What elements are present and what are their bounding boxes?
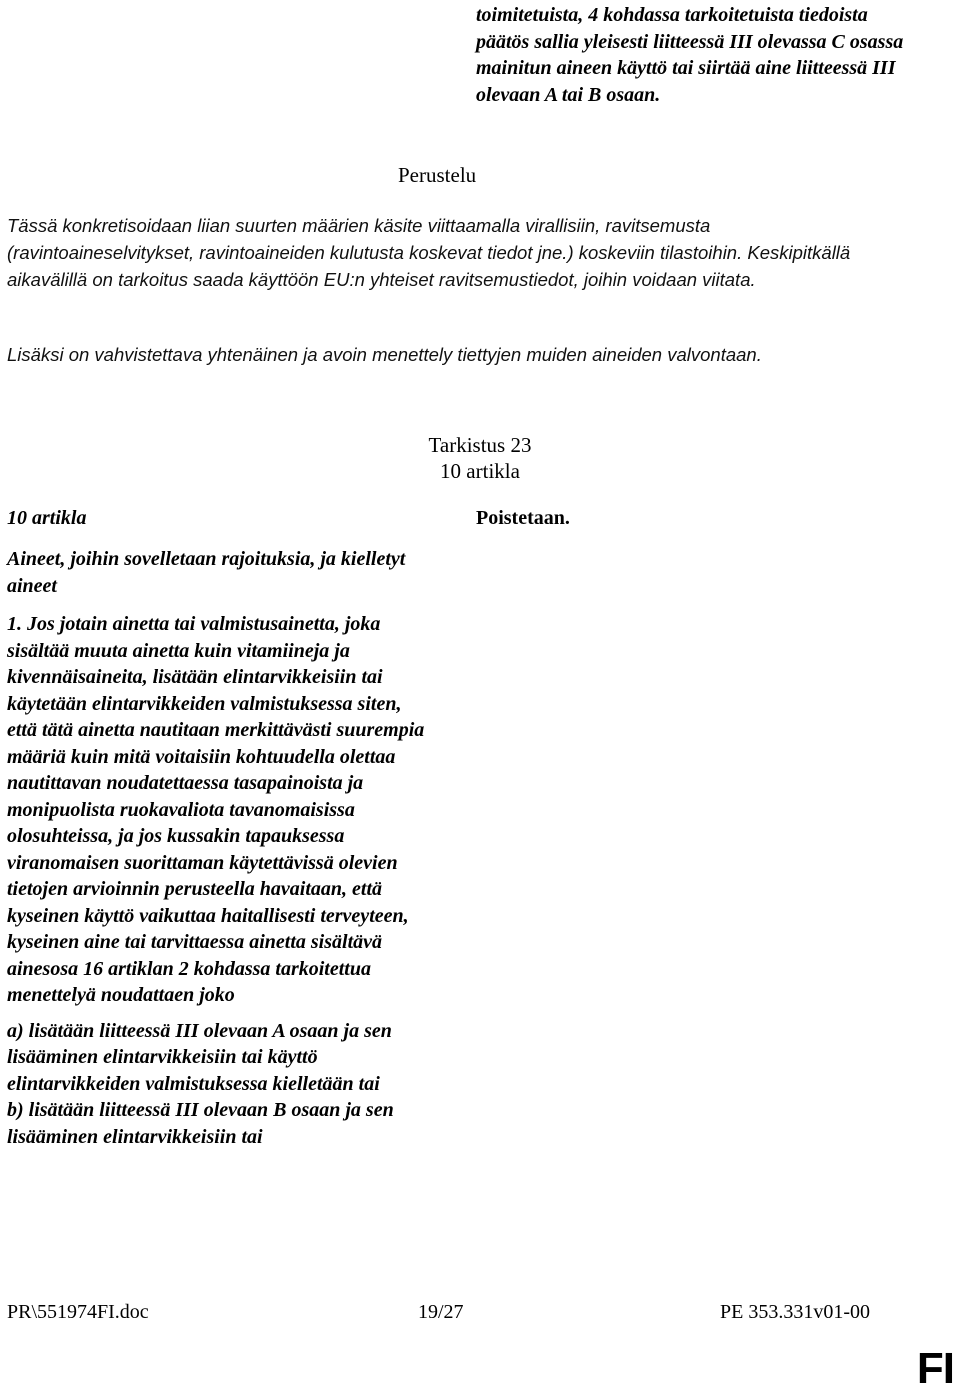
left-column-item-b: b) lisätään liitteessä III olevaan B osaan ja sen lisääminen elintarvikkeisiin tai	[7, 1099, 394, 1148]
justification-heading: Perustelu	[398, 163, 477, 187]
justification-paragraph-2: Lisäksi on vahvistettava yhtenäinen ja avoin menettely tiettyjen muiden aineiden valvontaan.	[7, 344, 762, 365]
right-column-deleted: Poistetaan.	[476, 507, 570, 529]
footer-pe-ref: PE 353.331v01-00	[720, 1301, 870, 1323]
left-column-item-a: a) lisätään liitteessä III olevaan A osaan ja sen lisääminen elintarvikkeisiin tai käyttö elintarvikkeiden valmistuksessa kielletään tai	[7, 1019, 392, 1095]
footer-page-number: 19/27	[418, 1301, 464, 1323]
left-column-paragraph-1: 1. Jos jotain ainetta tai valmistusainetta, joka sisältää muuta ainetta kuin vitamiineja ja kivennäisaineita, lisätään elintarvikkeisiin tai käytetään elintarvikkeiden valmistuksessa siten, että tätä ainetta nautitaan merkittävästi suurempia määriä kuin mitä voitaisiin kohtuudella olettaa nautittavan noudatettaessa tasapainoista ja monipuolista ruokavaliota tavanomaisissa olosuhteissa, ja jos kussakin tapauksessa viranomaisen suorittaman käytettävissä olevien tietojen arvioinnin perusteella havaitaan, että kyseinen käyttö vaikuttaa haitallisesti terveyteen, kyseinen aine tai tarvittaessa ainetta sisältävä ainesosa 16 artiklan 2 kohdassa tarkoitettua menettelyä noudattaen joko	[7, 613, 425, 1006]
language-code: FI	[916, 1344, 954, 1393]
amendment-article: 10 artikla	[440, 459, 520, 483]
top-continuation-text: toimitetuista, 4 kohdassa tarkoitetuista tiedoista päätös sallia yleisesti liitteessä III olevassa C osassa mainitun aineen käyttö tai siirtää aine liitteessä III olevaan A tai B osaan.	[476, 4, 904, 106]
footer-doc-ref: PR\551974FI.doc	[7, 1301, 149, 1323]
left-column-article: 10 artikla	[7, 507, 87, 529]
justification-paragraph-1: Tässä konkretisoidaan liian suurten määrien käsite viittaamalla virallisiin, ravitsemusta (ravintoaineselvitykset, ravintoaineiden kulutusta koskevat tiedot jne.) koskeviin tilastoihin. Keskipitkällä aikavälillä on tarkoitus saada käyttöön EU:n yhteiset ravitsemustiedot, joihin voidaan viitata.	[7, 215, 851, 290]
amendment-number: Tarkistus 23	[428, 433, 532, 457]
left-column-body	[7, 611, 427, 1150]
left-column-title: Aineet, joihin sovelletaan rajoituksia, ja kielletyt aineet	[7, 548, 406, 597]
